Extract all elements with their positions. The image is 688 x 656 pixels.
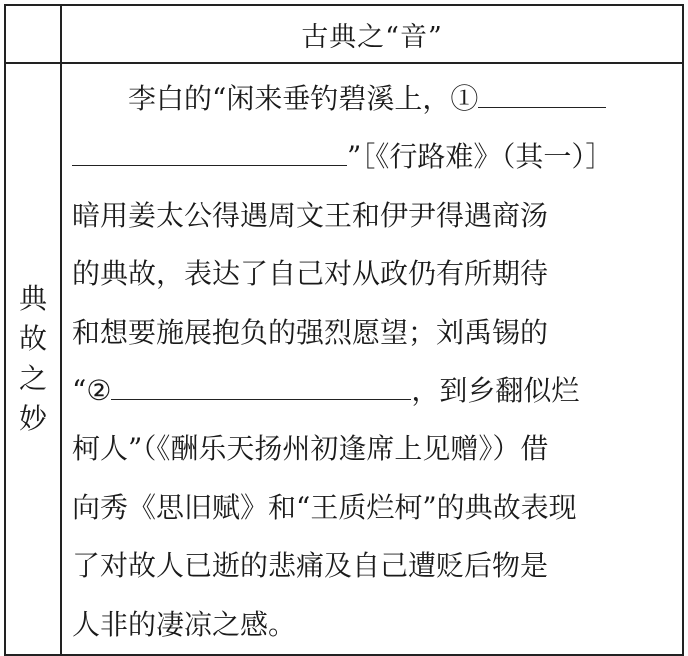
side-label bbox=[5, 63, 61, 655]
passage-line: 了对故人已逝的悲痛及自己遭贬后物是 bbox=[72, 549, 549, 583]
passage-line: 向秀《思旧赋》和“王质烂柯”的典故表现 bbox=[72, 490, 577, 524]
section-title: 古典之“音” bbox=[61, 5, 683, 63]
passage-text: ”［《行路难》（其一）］ bbox=[347, 140, 614, 174]
passage-line: 和想要施展抱负的强烈愿望；刘禹锡的 bbox=[72, 315, 549, 349]
passage-cell bbox=[61, 63, 683, 655]
passage-line bbox=[72, 362, 676, 420]
side-label-char: 妙 bbox=[18, 401, 47, 435]
passage-line: 的典故，表达了自己对从政仍有所期待 bbox=[72, 257, 549, 291]
header-side-cell bbox=[5, 5, 61, 63]
passage-line bbox=[72, 128, 676, 186]
content-row bbox=[5, 63, 683, 655]
passage-text: “② bbox=[72, 373, 112, 407]
fill-blank-1a[interactable] bbox=[478, 77, 606, 108]
passage-line: 暗用姜太公得遇周文王和伊尹得遇商汤 bbox=[72, 198, 549, 232]
fill-blank-1b[interactable] bbox=[72, 135, 347, 166]
fill-blank-2[interactable] bbox=[111, 369, 411, 400]
side-label-char: 之 bbox=[18, 361, 47, 395]
side-label-char: 故 bbox=[18, 321, 47, 355]
passage-line bbox=[72, 70, 676, 128]
passage-text: 李白的“闲来垂钓碧溪上，① bbox=[128, 82, 479, 115]
passage-line: 柯人”（《酬乐天扬州初逢席上见赠》）借 bbox=[72, 432, 549, 466]
side-label-char: 典 bbox=[18, 281, 47, 315]
passage-line: 人非的凄凉之感。 bbox=[72, 607, 297, 641]
worksheet-table bbox=[4, 4, 684, 656]
header-row bbox=[5, 5, 683, 63]
passage-text: ，到乡翻似烂 bbox=[411, 373, 580, 407]
